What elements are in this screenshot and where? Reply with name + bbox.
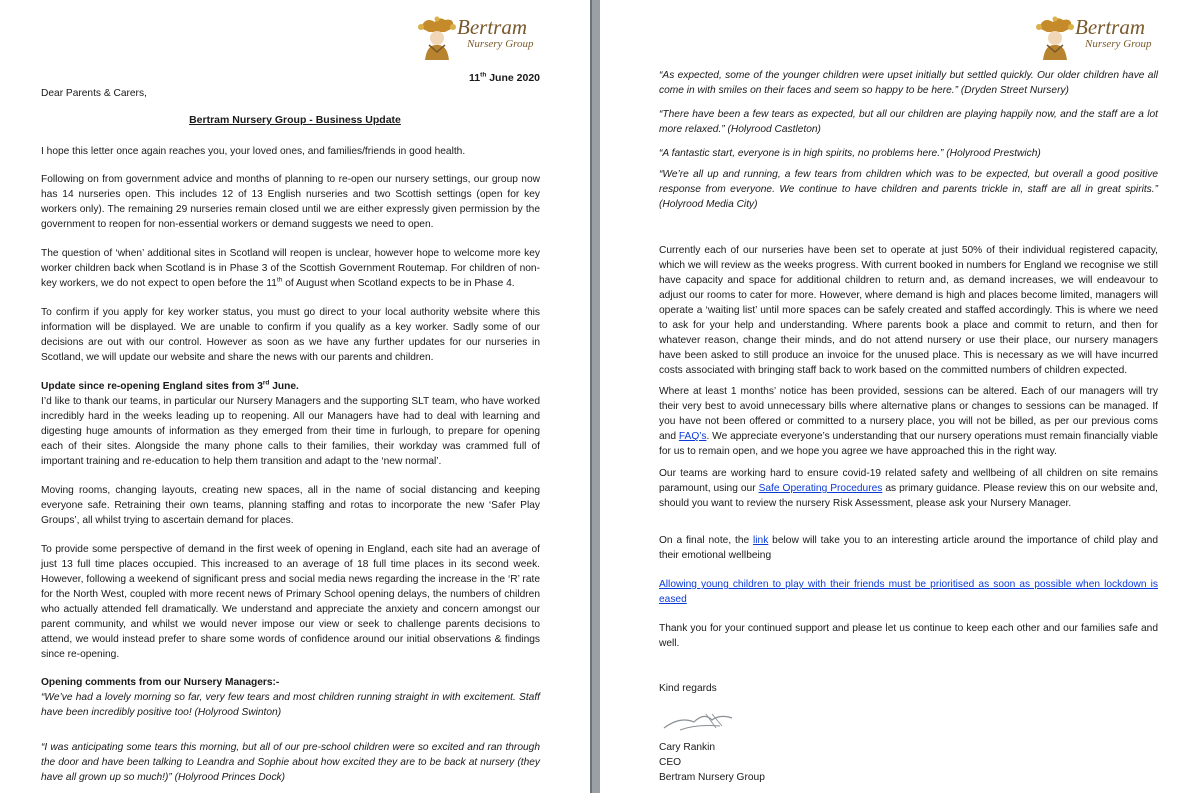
page-divider <box>590 0 592 793</box>
brand-name-page-2: Bertram <box>1075 15 1145 39</box>
brand-logo <box>415 14 535 62</box>
signatory-name: Cary Rankin <box>659 742 716 753</box>
quote-dryden-street: “As expected, some of the younger children were upset initially but settled quickly. Our older children have all come in with smiles on their faces and seem so happy to be here.” (Dryden Street Nursery) <box>659 70 1158 96</box>
paragraph-scotland: The question of ‘when’ additional sites in Scotland will reopen is unclear, however hope to welcome more key worker children back when Scotland is in Phase 3 of the Scottish Government Routemap. For children of non-key workers, we do not expect to open before the 11th of August when Scotland expects to be in Phase 4. <box>41 248 540 289</box>
heading-update: Update since re-opening England sites from 3rd June. <box>41 379 299 392</box>
brand-subtitle-page-2: Nursery Group <box>1085 38 1152 50</box>
paragraph-greeting: I hope this letter once again reaches you, your loved ones, and families/friends in good health. <box>41 146 466 157</box>
letter-title: Bertram Nursery Group - Business Update <box>189 114 401 126</box>
jester-logo-icon <box>415 14 459 62</box>
paragraph-final-note: On a final note, the link below will take you to an interesting article around the importance of child play and their emotional wellbeing <box>659 535 1158 561</box>
quote-media-city: “We’re all up and running, a few tears from children which was to be expected, but overall a good positive response from everyone. We continue to have children and parents trickle in, staff are all in great spirits.” (Holyrood Media City) <box>659 169 1158 210</box>
paragraph-rooms: Moving rooms, changing layouts, creating new spaces, all in the name of social distancing and keeping everyone safe. Retraining their own teams, planning staffing and rotas to incorporate the new ‘Safer Play Groups’, all whilst trying to ascertain demand for places. <box>41 485 540 526</box>
quote-castleton: “There have been a few tears as expected, but all our children are playing happily now, and the staff are a lot more relaxed.” (Holyrood Castleton) <box>659 109 1158 135</box>
brand-name: Bertram <box>457 15 527 39</box>
quote-swinton: “We’ve had a lovely morning so far, very few tears and most children running straight in with excitement. Staff have been incredibly positive too! (Holyrood Swinton) <box>41 692 540 718</box>
signatory-organisation: Bertram Nursery Group <box>659 772 765 783</box>
paragraph-capacity: Currently each of our nurseries have been set to operate at just 50% of their individual registered capacity, which we will review as the weeks progress. With current booked in numbers for England we recognise we still have capacity and space for additional children to return and, as demand increases, we will endeavour to adjust our rooms to cater for more. However, where demand is high and places become limited, managers will operate a ‘waiting list’ until more spaces can be safely created and staffed accordingly. This is where we need to ask for your help and understanding. Where parents book a place and commit to return, and then for whatever reason, change their minds, and do not attend nursery or use their place, our nursery managers have been asked to still produce an invoice for the unused place. This is necessary as we will have incurred costs associated with bringing staff back to work based on the committed numbers of children expected. <box>659 245 1158 376</box>
signatory-role: CEO <box>659 757 682 768</box>
safe-operating-procedures-link[interactable]: Safe Operating Procedures <box>758 483 883 494</box>
heading-comments: Opening comments from our Nursery Managers:- <box>41 677 280 688</box>
paragraph-thanks-closing: Thank you for your continued support and please let us continue to keep each other and our families safe and well. <box>659 623 1158 649</box>
quote-prestwich: “A fantastic start, everyone is in high spirits, no problems here.” (Holyrood Prestwich) <box>659 148 1041 159</box>
paragraph-demand: To provide some perspective of demand in the first week of opening in England, each site had an average of just 13 full time places occupied. This increased to an average of 18 full time places in its second week. However, following a weekend of significant press and social media news regarding the increase in the ‘R’ rate for the North West, coupled with more recent news of Primary School opening delays, the numbers of children who actually attended fell dramatically. We understand and appreciate the anxiety and concern amongst our parent community, and whilst we would never impose our view or seek to challenge parents decisions to attend, we would instead prefer to share some words of confidence around our initial observations & findings since re-opening. <box>41 544 540 660</box>
article-link[interactable]: Allowing young children to play with their friends must be prioritised as soon as possible when lockdown is eased <box>659 579 1158 605</box>
salutation: Dear Parents & Carers, <box>41 88 147 99</box>
paragraph-thanks: I’d like to thank our teams, in particular our Nursery Managers and the supporting SLT team, who have worked incredibly hard in the weeks leading up to reopening. All our Managers have had to deal with learning and digesting huge amounts of information as they emerged from their time in furlough, to prepare for opening each of their sites. Alongside the many phone calls to their families, their workday was crammed full of important training and re-education to help them transition and adapt to the ‘new normal’. <box>41 396 540 467</box>
brand-logo-page-2 <box>1033 14 1153 62</box>
jester-logo-icon <box>1033 14 1077 62</box>
paragraph-reopening: Following on from government advice and months of planning to re-open our nursery settings, our group now has 14 nurseries open. This includes 12 of 13 English nurseries and two Scottish settings (open for key workers only). The remaining 29 nurseries remain closed until we are either expressly given permission by the government to reopen for non-essential workers or demand suggests we need to open. <box>41 174 540 230</box>
quote-princes-dock: “I was anticipating some tears this morning, but all of our pre-school children were so excited and ran through the door and have been talking to Leandra and Sophie about how excited they are to be back at nursery (they have all grown up so much!)” (Holyrood Princes Dock) <box>41 742 540 783</box>
kind-regards: Kind regards <box>659 683 717 694</box>
faq-link[interactable]: FAQ’s <box>678 431 707 442</box>
brand-subtitle: Nursery Group <box>467 38 534 50</box>
paragraph-safety: Our teams are working hard to ensure covid-19 related safety and wellbeing of all children on site remains paramount, using our Safe Operating Procedures as primary guidance. Please review this on our website and, should you want to review the nursery Risk Assessment, please ask your Nursery Manager. <box>659 468 1158 509</box>
signature-icon <box>660 706 740 736</box>
article-inline-link[interactable]: link <box>753 535 769 546</box>
paragraph-key-worker: To confirm if you apply for key worker status, you must go direct to your local authority website where this information will be displayed. We are unable to confirm if you qualify as a key worker. Sadly some of our decisions are out with our control. However as soon as we have any further updates for our nurseries in Scotland, we will update our website and share the news with our parents and children. <box>41 307 540 363</box>
letter-date: 11th June 2020 <box>469 71 540 84</box>
paragraph-notice: Where at least 1 months’ notice has been provided, sessions can be altered. Each of our managers will try their very best to avoid unnecessary bills where alternative plans or changes to sessions can be managed. If you have not been offered or committed to a nursery place, you will not be billed, as per our previous coms and FAQ’s. We appreciate everyone’s understanding that our nursery operations must remain financially viable for us to remain open, and we hope you agree we have approached this in the right way. <box>659 386 1159 457</box>
